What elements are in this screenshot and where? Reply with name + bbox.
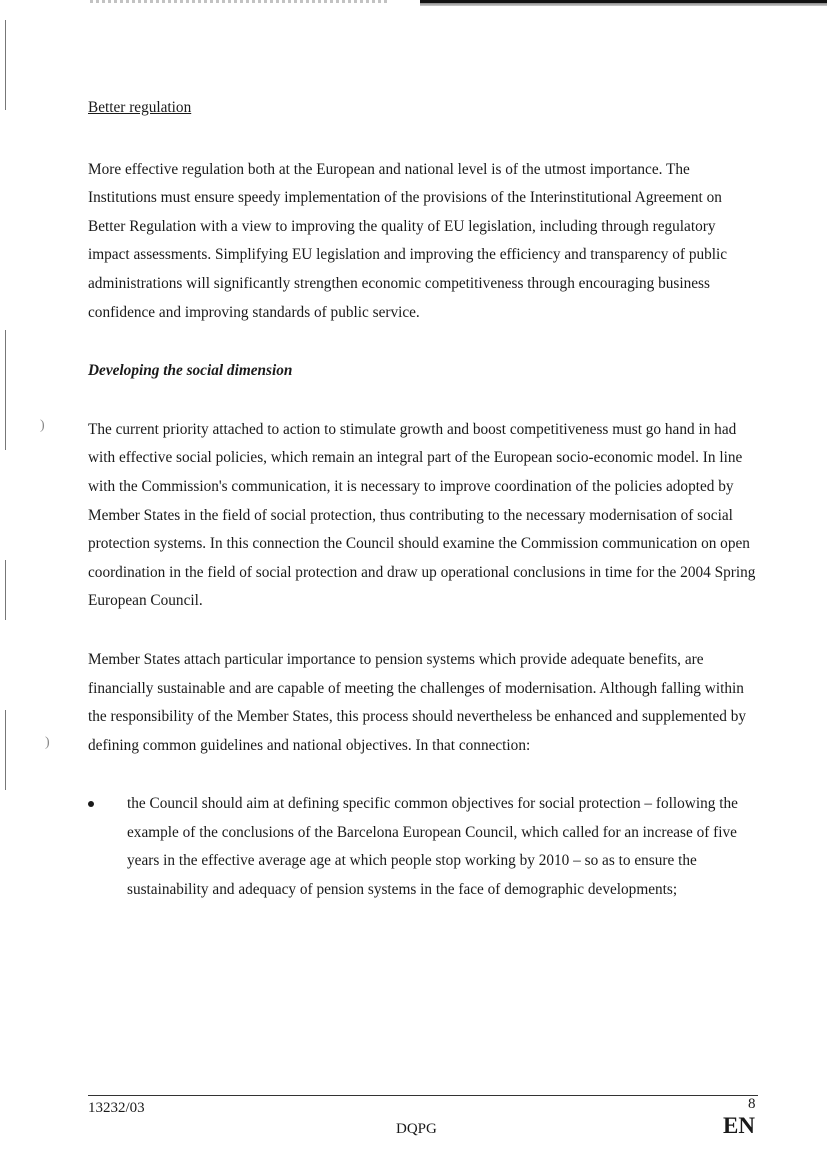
- document-reference: 13232/03: [88, 1100, 145, 1116]
- scan-artifact: [5, 710, 6, 790]
- page-number: 8: [748, 1096, 756, 1112]
- paragraph-better-regulation: More effective regulation both at the European and national level is of the utmost importance. The Institutions must ensure speedy implementation of the provisions of the Interinstitutional Agreement on Better Regulation with a view to improving the quality of EU legislation, including through regulatory impact assessments. Simplifying EU legislation and improving the efficiency and transparency of public administrations will significantly strengthen economic competitiveness through encouraging business confidence and improving standards of public service.: [88, 160, 728, 321]
- paragraph-social-policies: The current priority attached to action to stimulate growth and boost competitiveness must go hand in had with effective social policies, which remain an integral part of the European socio-economic model. In line with the Commission's communication, it is necessary to improve coordination of the policies adopted by Member States in the field of social protection, thus contributing to the necessary modernisation of social protection systems. In this connection the Council should examine the Commission communication on open coordination in the field of social protection and draw up operational conclusions in time for the 2004 Spring European Council.: [88, 420, 756, 610]
- scan-artifact: [5, 330, 6, 450]
- section-heading-social-dimension: Developing the social dimension: [88, 362, 293, 380]
- scan-artifact: [5, 20, 6, 110]
- list-item-text: the Council should aim at defining specific common objectives for social protection – following the example of the conclusions of the Barcelona European Council, which called for an increase of five years in the effective average age at which people stop working by 2010 – so as to ensure the sustainability and adequacy of pension systems in the face of demographic developments;: [127, 795, 738, 899]
- scan-artifact: ): [45, 735, 50, 750]
- list-item: [88, 790, 756, 904]
- scan-artifact: [90, 0, 390, 3]
- scan-artifact: [5, 560, 6, 620]
- department-code: DQPG: [396, 1121, 437, 1137]
- footer-divider: [88, 1095, 758, 1096]
- scan-artifact: ): [40, 418, 45, 433]
- language-code: EN: [723, 1113, 755, 1138]
- document-body: [88, 94, 756, 905]
- scan-artifact: [420, 0, 827, 6]
- bullet-icon: [88, 801, 94, 807]
- section-heading-better-regulation: Better regulation: [88, 99, 192, 116]
- paragraph-pension-systems: Member States attach particular importance to pension systems which provide adequate benefits, are financially sustainable and are capable of meeting the challenges of modernisation. Although falling within the responsibility of the Member States, this process should nevertheless be enhanced and supplemented by defining common guidelines and national objectives. In that connection:: [88, 650, 747, 754]
- bullet-list: [88, 790, 756, 904]
